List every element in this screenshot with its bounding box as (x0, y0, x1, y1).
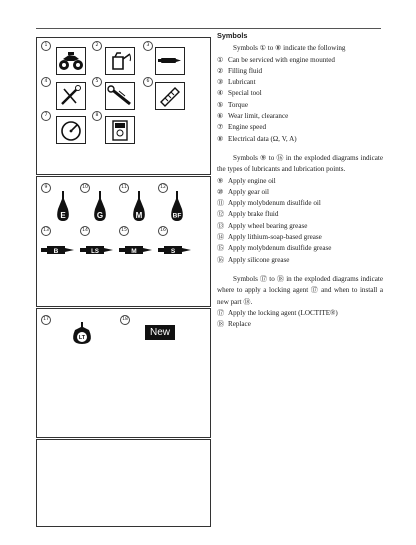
molybdenum-oil-icon (131, 191, 147, 223)
circle-number-10: 10 (80, 183, 90, 193)
circle-number-12: 12 (158, 183, 168, 193)
locking-symbol-list (217, 308, 383, 331)
list-item: ⑭ Apply lithium-soap-based grease (217, 233, 322, 242)
brake-fluid-icon (169, 191, 185, 223)
locking-new-panel (36, 308, 211, 438)
circle-number-8: 8 (92, 111, 102, 121)
list-item: ⑬ Apply wheel bearing grease (217, 221, 308, 230)
lubricant-symbol-list (217, 176, 383, 266)
circle-number-6: 6 (143, 77, 153, 87)
silicone-grease-icon (158, 244, 192, 256)
locking-agent-icon (69, 322, 95, 346)
list-item: ⑪ Apply molybdenum disulfide oil (217, 199, 321, 208)
intro-paragraph: Symbols ① to ⑧ indicate the following (233, 44, 346, 53)
locking-agent-letter: LT (78, 335, 86, 342)
list-item: ⑨ Apply engine oil (217, 176, 276, 185)
lithium-soap-grease-letter: LS (91, 249, 99, 255)
list-item: ③ Lubricant (217, 78, 256, 87)
top-rule (36, 28, 381, 29)
list-item: ⑧ Electrical data (Ω, V, A) (217, 134, 297, 143)
grease-gun-icon (155, 47, 185, 75)
symbols-heading: Symbols (217, 31, 248, 40)
brake-fluid-letter: BF (172, 212, 182, 220)
torque-wrench-icon (105, 82, 135, 110)
list-item: ② Filling fluid (217, 66, 263, 75)
locking-intro-paragraph: Symbols ⑰ to ⑱ in the exploded diagrams indicate where to apply a locking agent ⑰ and when to install a new part ⑱. (217, 274, 383, 306)
gear-oil-letter: G (96, 211, 104, 220)
circle-number-2: 2 (92, 41, 102, 51)
multimeter-icon (105, 116, 135, 144)
caliper-wear-limit-icon (155, 82, 185, 110)
list-item: ⑤ Torque (217, 100, 248, 109)
list-item: ⑦ Engine speed (217, 123, 267, 132)
molybdenum-grease-letter: M (131, 248, 137, 255)
engine-oil-icon (55, 191, 71, 223)
circle-number-15: 15 (119, 226, 129, 236)
main-symbol-list (217, 55, 383, 145)
list-item: ④ Special tool (217, 89, 262, 98)
molybdenum-oil-letter: M (135, 211, 143, 220)
lithium-soap-grease-icon (80, 244, 114, 256)
circle-number-1: 1 (41, 41, 51, 51)
circle-number-14: 14 (80, 226, 90, 236)
circle-number-7: 7 (41, 111, 51, 121)
list-item: ⑩ Apply gear oil (217, 187, 269, 196)
circle-number-5: 5 (92, 77, 102, 87)
lubricant-intro-paragraph: Symbols ⑨ to ⑯ in the exploded diagrams indicate the types of lubricants and lubrication points. (217, 153, 383, 174)
silicone-grease-letter: S (170, 248, 176, 255)
gear-oil-icon (92, 191, 108, 223)
wheel-bearing-grease-letter: B (53, 248, 59, 255)
atv-engine-mounted-icon (56, 47, 86, 75)
tachometer-icon (56, 116, 86, 144)
circle-number-11: 11 (119, 183, 129, 193)
circle-number-9: 9 (41, 183, 51, 193)
list-item: ⑥ Wear limit, clearance (217, 112, 289, 121)
wheel-bearing-grease-icon (41, 244, 75, 256)
list-item: ① Can be serviced with engine mounted (217, 55, 335, 64)
circle-number-13: 13 (41, 226, 51, 236)
oil-can-icon (105, 47, 135, 75)
circle-number-17: 17 (41, 315, 51, 325)
list-item: ⑫ Apply brake fluid (217, 210, 279, 219)
list-item: ⑰ Apply the locking agent (LOCTITE®) (217, 308, 338, 317)
circle-number-4: 4 (41, 77, 51, 87)
circle-number-18: 18 (120, 315, 130, 325)
list-item: ⑯ Apply silicone grease (217, 255, 290, 264)
circle-number-16: 16 (158, 226, 168, 236)
circle-number-3: 3 (143, 41, 153, 51)
symbols-text-column (217, 30, 383, 330)
engine-oil-letter: E (60, 211, 66, 220)
molybdenum-grease-icon (119, 244, 153, 256)
special-tool-icon (56, 82, 86, 110)
list-item: ⑱ Replace (217, 320, 251, 329)
empty-panel (36, 439, 211, 527)
new-part-label: New (145, 325, 175, 340)
list-item: ⑮ Apply molybdenum disulfide grease (217, 244, 332, 253)
